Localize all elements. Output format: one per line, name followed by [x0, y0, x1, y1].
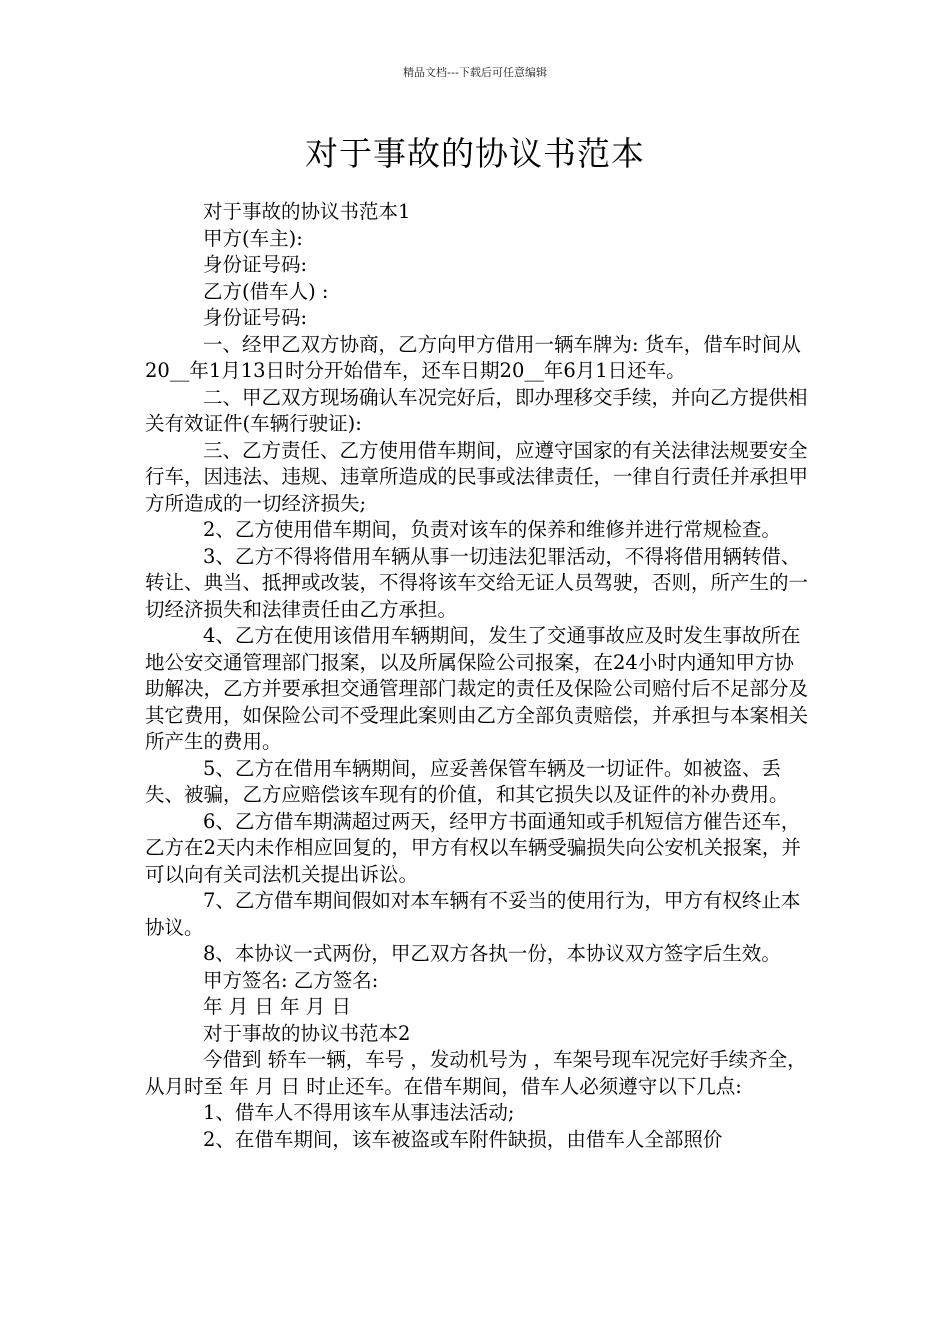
paragraph: 三、乙方责任、乙方使用借车期间，应遵守国家的有关法律法规要安全行车，因违法、违规、违章所造成的民事或法律责任，一律自行责任并承担甲方所造成的一切经济损失;: [145, 438, 809, 515]
paragraph: 甲方签名: 乙方签名:: [203, 968, 379, 992]
paragraph: 3、乙方不得将借用车辆从事一切违法犯罪活动，不得将借用辆转借、转让、典当、抵押或改装，不得将该车交给无证人员驾驶，否则，所产生的一切经济损失和法律责任由乙方承担。: [145, 544, 809, 621]
paragraph: 6、乙方借车期满超过两天，经甲方书面通知或手机短信方催告还车，乙方在2天内未作相应回复的，甲方有权以车辆受骗损失向公安机关报案，并可以向有关司法机关提出诉讼。: [145, 809, 801, 886]
paragraph: 年 月 日 年 月 日: [203, 995, 351, 1018]
paragraph: 1、借车人不得用该车从事违法活动;: [203, 1101, 515, 1124]
paragraph: 今借到 轿车一辆，车号 ，发动机号为 ，车架号现车况完好手续齐全，从月时至 年 月 日 时止还车。在借车期间，借车人必须遵守以下几点:: [145, 1048, 807, 1098]
header-note: 精品文档---下载后可任意编辑: [403, 66, 547, 79]
paragraph: 甲方(车主):: [203, 226, 303, 250]
paragraph: 一、经甲乙双方协商，乙方向甲方借用一辆车牌为: 货车，借车时间从20__年1月13日时分开始借车，还车日期20__年6月1日还车。: [145, 332, 801, 382]
paragraph: 5、乙方在借用车辆期间，应妥善保管车辆及一切证件。如被盗、丢失、被骗，乙方应赔偿该车现有的价值，和其它损失以及证件的补办费用。: [145, 756, 789, 806]
paragraph: 身份证号码:: [203, 306, 308, 329]
paragraph: 2、在借车期间，该车被盗或车附件缺损，由借车人全部照价: [203, 1127, 723, 1151]
paragraph: 4、乙方在使用该借用车辆期间，发生了交通事故应及时发生事故所在地公安交通管理部门报案，以及所属保险公司报案，在24小时内通知甲方协助解决，乙方并要承担交通管理部门裁定的责任及保险公司赔付后不足部分及其它费用，如保险公司不受理此案则由乙方全部负责赔偿，并承担与本案相关所产生的费用。: [145, 624, 809, 753]
document-title: 对于事故的协议书范本: [305, 134, 645, 173]
paragraph: 对于事故的协议书范本1: [203, 200, 411, 223]
paragraph: 乙方(借车人) :: [203, 279, 329, 303]
paragraph: 2、乙方使用借车期间，负责对该车的保养和维修并进行常规检查。: [203, 518, 781, 541]
paragraph: 身份证号码:: [203, 253, 308, 276]
paragraph: 8、本协议一式两份，甲乙双方各执一份，本协议双方签字后生效。: [203, 942, 781, 965]
paragraph: 7、乙方借车期间假如对本车辆有不妥当的使用行为，甲方有权终止本协议。: [145, 889, 801, 939]
paragraph: 对于事故的协议书范本2: [203, 1021, 411, 1045]
document-body: [145, 199, 810, 1153]
paragraph: 二、甲乙双方现场确认车况完好后，即办理移交手续，并向乙方提供相关有效证件(车辆行驶证):: [145, 385, 808, 435]
